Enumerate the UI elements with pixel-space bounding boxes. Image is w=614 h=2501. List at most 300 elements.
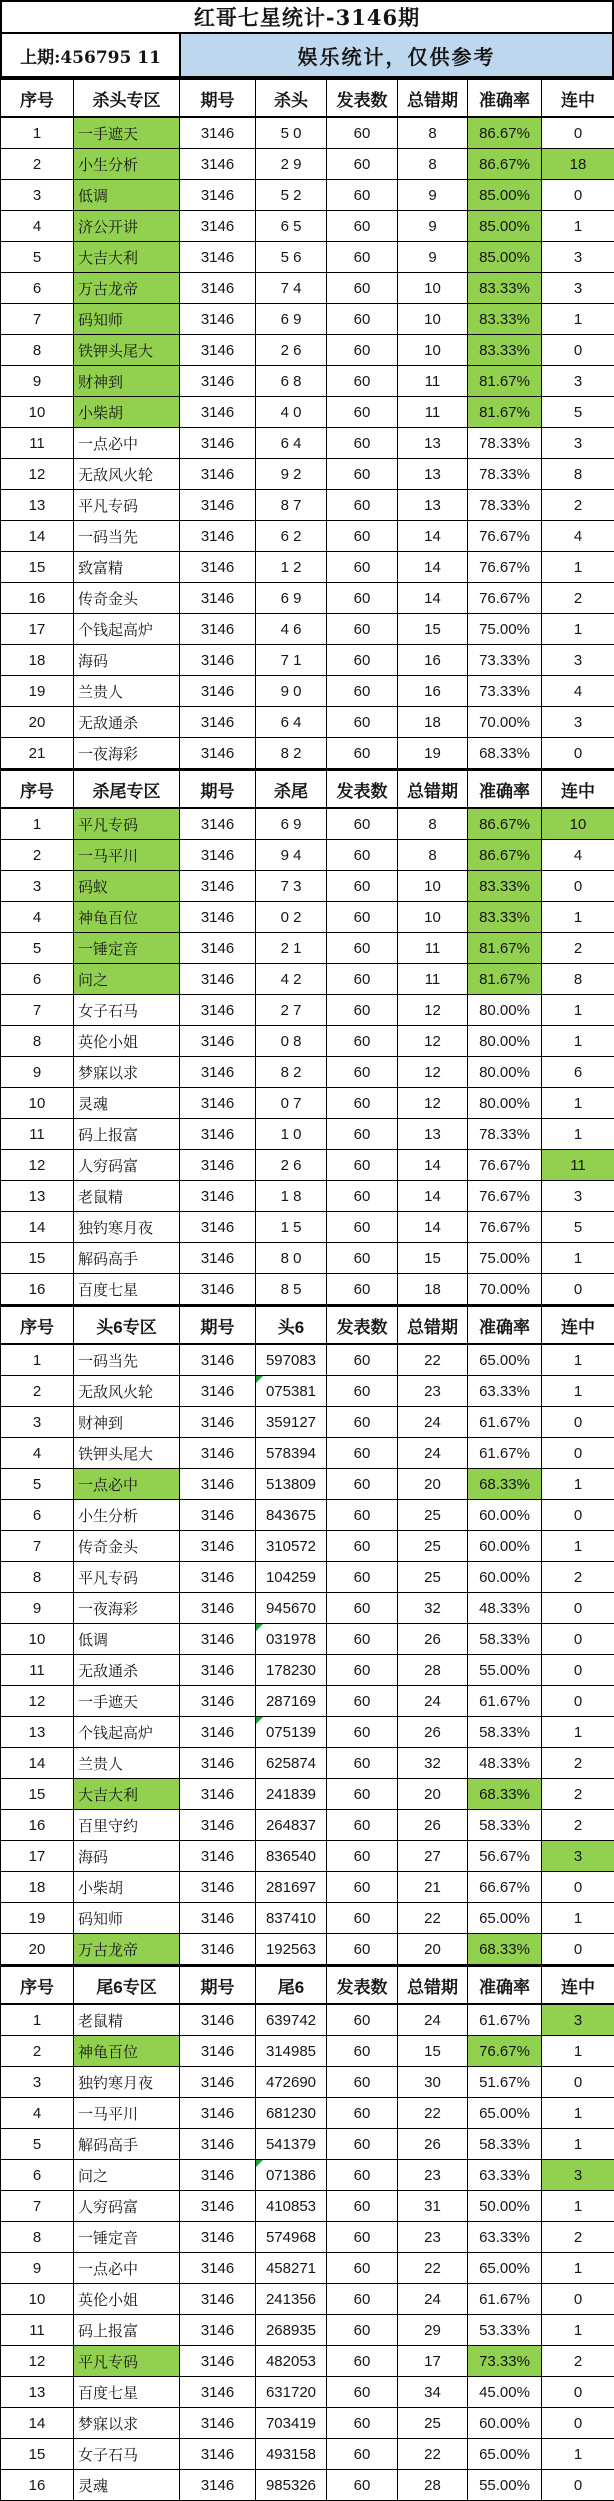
cell-prediction: 104259 — [256, 1562, 327, 1593]
cell-prediction: 9 2 — [256, 459, 327, 490]
cell-accuracy: 48.33% — [468, 1748, 542, 1779]
cell-published-count: 60 — [327, 2067, 398, 2098]
cell-analyst-name: 码上报富 — [74, 1119, 180, 1150]
cell-published-count: 60 — [327, 397, 398, 428]
cell-accuracy: 78.33% — [468, 490, 542, 521]
cell-published-count: 60 — [327, 995, 398, 1026]
cell-published-count: 60 — [327, 2098, 398, 2129]
cell-streak: 0 — [542, 1274, 614, 1305]
cell-streak: 6 — [542, 1057, 614, 1088]
cell-streak: 0 — [542, 1686, 614, 1717]
cell-streak: 2 — [542, 1748, 614, 1779]
cell-analyst-name: 老鼠精 — [74, 2004, 180, 2036]
cell-published-count: 60 — [327, 583, 398, 614]
table-row — [1, 1212, 614, 1243]
cell-analyst-name: 铁钾头尾大 — [74, 1438, 180, 1469]
cell-streak: 3 — [542, 2004, 614, 2036]
cell-issue-number: 3146 — [180, 1872, 256, 1903]
cell-total-errors: 32 — [398, 1748, 468, 1779]
table-row — [1, 1903, 614, 1934]
cell-index: 1 — [1, 1344, 74, 1376]
table-row — [1, 2036, 614, 2067]
cell-streak: 2 — [542, 933, 614, 964]
cell-published-count: 60 — [327, 1624, 398, 1655]
table-row — [1, 335, 614, 366]
cell-streak: 1 — [542, 614, 614, 645]
cell-index: 14 — [1, 2408, 74, 2439]
cell-published-count: 60 — [327, 552, 398, 583]
header-total-errors: 总错期 — [398, 79, 468, 117]
cell-issue-number: 3146 — [180, 273, 256, 304]
table-row — [1, 1150, 614, 1181]
cell-analyst-name: 一马平川 — [74, 840, 180, 871]
cell-published-count: 60 — [327, 1841, 398, 1872]
cell-accuracy: 61.67% — [468, 1438, 542, 1469]
cell-prediction: 5 2 — [256, 180, 327, 211]
cell-published-count: 60 — [327, 1903, 398, 1934]
cell-published-count: 60 — [327, 645, 398, 676]
cell-total-errors: 20 — [398, 1934, 468, 1965]
cell-prediction: 6 2 — [256, 521, 327, 552]
cell-analyst-name: 一点必中 — [74, 1469, 180, 1500]
cell-total-errors: 14 — [398, 583, 468, 614]
cell-analyst-name: 平凡专码 — [74, 2346, 180, 2377]
cell-total-errors: 8 — [398, 117, 468, 149]
cell-accuracy: 80.00% — [468, 995, 542, 1026]
cell-total-errors: 30 — [398, 2067, 468, 2098]
cell-streak: 0 — [542, 1438, 614, 1469]
cell-analyst-name: 一锤定音 — [74, 2222, 180, 2253]
cell-total-errors: 15 — [398, 614, 468, 645]
cell-issue-number: 3146 — [180, 1531, 256, 1562]
cell-published-count: 60 — [327, 840, 398, 871]
header-prediction: 杀尾 — [256, 770, 327, 808]
cell-published-count: 60 — [327, 1274, 398, 1305]
cell-prediction: 268935 — [256, 2315, 327, 2346]
cell-accuracy: 83.33% — [468, 273, 542, 304]
table-row — [1, 2439, 614, 2470]
cell-index: 14 — [1, 1212, 74, 1243]
cell-index: 10 — [1, 397, 74, 428]
cell-streak: 3 — [542, 273, 614, 304]
cell-issue-number: 3146 — [180, 645, 256, 676]
cell-index: 12 — [1, 459, 74, 490]
cell-analyst-name: 小生分析 — [74, 1500, 180, 1531]
table-row — [1, 2004, 614, 2036]
cell-accuracy: 61.67% — [468, 2284, 542, 2315]
cell-index: 12 — [1, 1150, 74, 1181]
table-row — [1, 1624, 614, 1655]
header-accuracy: 准确率 — [468, 79, 542, 117]
cell-prediction: 6 9 — [256, 808, 327, 840]
cell-published-count: 60 — [327, 1150, 398, 1181]
cell-accuracy: 78.33% — [468, 1119, 542, 1150]
cell-accuracy: 65.00% — [468, 2439, 542, 2470]
cell-analyst-name: 无敌通杀 — [74, 1655, 180, 1686]
cell-streak: 0 — [542, 871, 614, 902]
cell-index: 15 — [1, 1243, 74, 1274]
cell-analyst-name: 码知师 — [74, 1903, 180, 1934]
cell-published-count: 60 — [327, 2470, 398, 2501]
cell-streak: 1 — [542, 1717, 614, 1748]
cell-index: 15 — [1, 1779, 74, 1810]
cell-analyst-name: 海码 — [74, 1841, 180, 1872]
cell-accuracy: 80.00% — [468, 1057, 542, 1088]
cell-index: 4 — [1, 1438, 74, 1469]
cell-published-count: 60 — [327, 1057, 398, 1088]
cell-total-errors: 14 — [398, 1181, 468, 1212]
cell-streak: 0 — [542, 2284, 614, 2315]
cell-published-count: 60 — [327, 2439, 398, 2470]
cell-published-count: 60 — [327, 2191, 398, 2222]
cell-accuracy: 65.00% — [468, 2253, 542, 2284]
cell-published-count: 60 — [327, 335, 398, 366]
cell-accuracy: 58.33% — [468, 1810, 542, 1841]
cell-prediction: 0 7 — [256, 1088, 327, 1119]
cell-issue-number: 3146 — [180, 1212, 256, 1243]
cell-total-errors: 13 — [398, 1119, 468, 1150]
cell-index: 8 — [1, 1562, 74, 1593]
cell-accuracy: 86.67% — [468, 149, 542, 180]
table-row — [1, 2253, 614, 2284]
cell-accuracy: 73.33% — [468, 676, 542, 707]
table-row — [1, 2160, 614, 2191]
cell-analyst-name: 一马平川 — [74, 2098, 180, 2129]
table-row — [1, 1562, 614, 1593]
cell-accuracy: 68.33% — [468, 1469, 542, 1500]
cell-accuracy: 76.67% — [468, 2036, 542, 2067]
cell-prediction: 541379 — [256, 2129, 327, 2160]
cell-accuracy: 65.00% — [468, 1344, 542, 1376]
header-prediction: 杀头 — [256, 79, 327, 117]
cell-streak: 1 — [542, 1376, 614, 1407]
cell-published-count: 60 — [327, 1181, 398, 1212]
cell-accuracy: 86.67% — [468, 808, 542, 840]
cell-analyst-name: 一手遮天 — [74, 117, 180, 149]
cell-total-errors: 18 — [398, 1274, 468, 1305]
cell-published-count: 60 — [327, 902, 398, 933]
cell-accuracy: 56.67% — [468, 1841, 542, 1872]
header-published-count: 发表数 — [327, 1966, 398, 2004]
cell-analyst-name: 英伦小姐 — [74, 2284, 180, 2315]
cell-total-errors: 13 — [398, 459, 468, 490]
cell-index: 3 — [1, 1407, 74, 1438]
table-row — [1, 242, 614, 273]
header-issue: 期号 — [180, 1306, 256, 1344]
cell-issue-number: 3146 — [180, 2470, 256, 2501]
cell-published-count: 60 — [327, 1717, 398, 1748]
cell-published-count: 60 — [327, 149, 398, 180]
table-row — [1, 964, 614, 995]
cell-total-errors: 19 — [398, 738, 468, 769]
cell-total-errors: 9 — [398, 242, 468, 273]
cell-prediction: 2 9 — [256, 149, 327, 180]
cell-issue-number: 3146 — [180, 583, 256, 614]
cell-issue-number: 3146 — [180, 2377, 256, 2408]
cell-index: 2 — [1, 2036, 74, 2067]
cell-analyst-name: 女子石马 — [74, 995, 180, 1026]
cell-accuracy: 68.33% — [468, 1934, 542, 1965]
table-row — [1, 1181, 614, 1212]
table-row — [1, 2346, 614, 2377]
cell-published-count: 60 — [327, 366, 398, 397]
cell-analyst-name: 一夜海彩 — [74, 738, 180, 769]
cell-index: 13 — [1, 490, 74, 521]
cell-total-errors: 14 — [398, 521, 468, 552]
cell-accuracy: 58.33% — [468, 2129, 542, 2160]
header-zone: 头6专区 — [74, 1306, 180, 1344]
page-title-text: 红哥七星统计-3146期 — [194, 2, 420, 32]
table-row — [1, 1531, 614, 1562]
cell-index: 12 — [1, 1686, 74, 1717]
cell-accuracy: 76.67% — [468, 552, 542, 583]
cell-issue-number: 3146 — [180, 2004, 256, 2036]
cell-streak: 1 — [542, 304, 614, 335]
cell-index: 16 — [1, 1810, 74, 1841]
cell-issue-number: 3146 — [180, 1717, 256, 1748]
cell-streak: 0 — [542, 335, 614, 366]
cell-prediction: 597083 — [256, 1344, 327, 1376]
cell-issue-number: 3146 — [180, 1376, 256, 1407]
cell-total-errors: 23 — [398, 2160, 468, 2191]
cell-streak: 3 — [542, 1841, 614, 1872]
cell-issue-number: 3146 — [180, 1274, 256, 1305]
cell-index: 5 — [1, 2129, 74, 2160]
header-prediction: 头6 — [256, 1306, 327, 1344]
cell-analyst-name: 一手遮天 — [74, 1686, 180, 1717]
cell-published-count: 60 — [327, 676, 398, 707]
table-row — [1, 1438, 614, 1469]
cell-analyst-name: 解码高手 — [74, 2129, 180, 2160]
cell-analyst-name: 平凡专码 — [74, 490, 180, 521]
cell-index: 13 — [1, 1717, 74, 1748]
cell-analyst-name: 无敌风火轮 — [74, 1376, 180, 1407]
cell-analyst-name: 无敌风火轮 — [74, 459, 180, 490]
cell-accuracy: 76.67% — [468, 1181, 542, 1212]
cell-streak: 2 — [542, 1562, 614, 1593]
cell-index: 7 — [1, 2191, 74, 2222]
cell-streak: 1 — [542, 2191, 614, 2222]
cell-published-count: 60 — [327, 2315, 398, 2346]
cell-prediction: 8 5 — [256, 1274, 327, 1305]
cell-analyst-name: 铁钾头尾大 — [74, 335, 180, 366]
cell-analyst-name: 问之 — [74, 964, 180, 995]
cell-prediction-with-comment-mark: 075139 — [256, 1717, 327, 1748]
cell-streak: 1 — [542, 2098, 614, 2129]
cell-published-count: 60 — [327, 459, 398, 490]
cell-index: 8 — [1, 1026, 74, 1057]
kill-head-header-row — [1, 79, 614, 117]
cell-total-errors: 25 — [398, 1531, 468, 1562]
cell-total-errors: 15 — [398, 1243, 468, 1274]
cell-issue-number: 3146 — [180, 2067, 256, 2098]
cell-index: 16 — [1, 2470, 74, 2501]
cell-issue-number: 3146 — [180, 2222, 256, 2253]
cell-index: 12 — [1, 2346, 74, 2377]
cell-published-count: 60 — [327, 2160, 398, 2191]
cell-index: 17 — [1, 1841, 74, 1872]
cell-accuracy: 78.33% — [468, 428, 542, 459]
table-row — [1, 2098, 614, 2129]
header-streak: 连中 — [542, 770, 614, 808]
cell-streak: 0 — [542, 180, 614, 211]
table-row — [1, 2129, 614, 2160]
cell-analyst-name: 平凡专码 — [74, 1562, 180, 1593]
cell-streak: 0 — [542, 1655, 614, 1686]
cell-streak: 1 — [542, 902, 614, 933]
table-row — [1, 2222, 614, 2253]
table-row — [1, 1088, 614, 1119]
cell-analyst-name: 万古龙帝 — [74, 1934, 180, 1965]
table-row — [1, 1593, 614, 1624]
cell-prediction: 945670 — [256, 1593, 327, 1624]
cell-issue-number: 3146 — [180, 2284, 256, 2315]
cell-streak: 1 — [542, 1344, 614, 1376]
cell-analyst-name: 传奇金头 — [74, 583, 180, 614]
cell-prediction: 9 0 — [256, 676, 327, 707]
cell-analyst-name: 传奇金头 — [74, 1531, 180, 1562]
cell-total-errors: 34 — [398, 2377, 468, 2408]
table-row — [1, 933, 614, 964]
cell-streak: 2 — [542, 2346, 614, 2377]
cell-analyst-name: 致富精 — [74, 552, 180, 583]
cell-index: 9 — [1, 366, 74, 397]
cell-prediction: 8 2 — [256, 1057, 327, 1088]
cell-total-errors: 25 — [398, 1500, 468, 1531]
cell-analyst-name: 财神到 — [74, 1407, 180, 1438]
cell-index: 14 — [1, 521, 74, 552]
cell-prediction: 837410 — [256, 1903, 327, 1934]
cell-index: 13 — [1, 1181, 74, 1212]
cell-analyst-name: 老鼠精 — [74, 1181, 180, 1212]
cell-index: 3 — [1, 180, 74, 211]
table-row — [1, 459, 614, 490]
cell-prediction: 7 1 — [256, 645, 327, 676]
cell-accuracy: 60.00% — [468, 1531, 542, 1562]
cell-accuracy: 66.67% — [468, 1872, 542, 1903]
cell-issue-number: 3146 — [180, 707, 256, 738]
cell-prediction: 8 7 — [256, 490, 327, 521]
cell-issue-number: 3146 — [180, 2160, 256, 2191]
cell-analyst-name: 问之 — [74, 2160, 180, 2191]
cell-total-errors: 21 — [398, 1872, 468, 1903]
cell-issue-number: 3146 — [180, 366, 256, 397]
cell-total-errors: 10 — [398, 273, 468, 304]
table-row — [1, 871, 614, 902]
cell-prediction: 513809 — [256, 1469, 327, 1500]
cell-accuracy: 75.00% — [468, 1243, 542, 1274]
cell-prediction: 472690 — [256, 2067, 327, 2098]
cell-issue-number: 3146 — [180, 304, 256, 335]
cell-analyst-name: 神龟百位 — [74, 2036, 180, 2067]
cell-analyst-name: 个钱起高炉 — [74, 1717, 180, 1748]
cell-published-count: 60 — [327, 1212, 398, 1243]
cell-index: 14 — [1, 1748, 74, 1779]
cell-streak: 3 — [542, 1181, 614, 1212]
cell-accuracy: 76.67% — [468, 583, 542, 614]
cell-accuracy: 58.33% — [468, 1624, 542, 1655]
cell-total-errors: 15 — [398, 2036, 468, 2067]
cell-prediction: 681230 — [256, 2098, 327, 2129]
cell-analyst-name: 小柴胡 — [74, 397, 180, 428]
cell-analyst-name: 无敌通杀 — [74, 707, 180, 738]
cell-published-count: 60 — [327, 1810, 398, 1841]
cell-total-errors: 23 — [398, 2222, 468, 2253]
cell-index: 8 — [1, 335, 74, 366]
cell-accuracy: 70.00% — [468, 1274, 542, 1305]
cell-index: 16 — [1, 583, 74, 614]
cell-issue-number: 3146 — [180, 2253, 256, 2284]
cell-issue-number: 3146 — [180, 840, 256, 871]
table-row — [1, 117, 614, 149]
cell-index: 20 — [1, 1934, 74, 1965]
cell-issue-number: 3146 — [180, 1469, 256, 1500]
table-row — [1, 1841, 614, 1872]
cell-prediction-with-comment-mark: 031978 — [256, 1624, 327, 1655]
table-row — [1, 1500, 614, 1531]
cell-published-count: 60 — [327, 614, 398, 645]
table-row — [1, 1748, 614, 1779]
header-accuracy: 准确率 — [468, 770, 542, 808]
cell-accuracy: 73.33% — [468, 645, 542, 676]
cell-streak: 0 — [542, 1624, 614, 1655]
cell-prediction: 2 6 — [256, 1150, 327, 1181]
cell-index: 18 — [1, 1872, 74, 1903]
table-row — [1, 583, 614, 614]
cell-issue-number: 3146 — [180, 676, 256, 707]
cell-index: 5 — [1, 1469, 74, 1500]
table-row — [1, 707, 614, 738]
cell-streak: 11 — [542, 1150, 614, 1181]
table-row — [1, 273, 614, 304]
cell-total-errors: 32 — [398, 1593, 468, 1624]
cell-prediction: 836540 — [256, 1841, 327, 1872]
cell-accuracy: 80.00% — [468, 1026, 542, 1057]
cell-analyst-name: 梦寐以求 — [74, 2408, 180, 2439]
cell-accuracy: 55.00% — [468, 1655, 542, 1686]
cell-accuracy: 63.33% — [468, 2222, 542, 2253]
cell-total-errors: 10 — [398, 902, 468, 933]
cell-streak: 0 — [542, 1934, 614, 1965]
cell-analyst-name: 人穷码富 — [74, 2191, 180, 2222]
cell-streak: 0 — [542, 2408, 614, 2439]
cell-prediction-with-comment-mark: 071386 — [256, 2160, 327, 2191]
cell-streak: 3 — [542, 645, 614, 676]
cell-index: 13 — [1, 2377, 74, 2408]
cell-total-errors: 14 — [398, 1150, 468, 1181]
cell-prediction: 1 8 — [256, 1181, 327, 1212]
cell-issue-number: 3146 — [180, 964, 256, 995]
cell-index: 4 — [1, 2098, 74, 2129]
cell-published-count: 60 — [327, 2408, 398, 2439]
header-zone: 杀头专区 — [74, 79, 180, 117]
table-row — [1, 902, 614, 933]
header-published-count: 发表数 — [327, 79, 398, 117]
cell-accuracy: 83.33% — [468, 902, 542, 933]
cell-streak: 0 — [542, 1872, 614, 1903]
cell-published-count: 60 — [327, 1686, 398, 1717]
cell-published-count: 60 — [327, 1934, 398, 1965]
table-row — [1, 2191, 614, 2222]
table-row — [1, 521, 614, 552]
cell-issue-number: 3146 — [180, 1088, 256, 1119]
cell-prediction: 2 7 — [256, 995, 327, 1026]
table-row — [1, 1934, 614, 1965]
cell-total-errors: 22 — [398, 2253, 468, 2284]
cell-streak: 0 — [542, 2067, 614, 2098]
cell-streak: 3 — [542, 2160, 614, 2191]
cell-issue-number: 3146 — [180, 1500, 256, 1531]
